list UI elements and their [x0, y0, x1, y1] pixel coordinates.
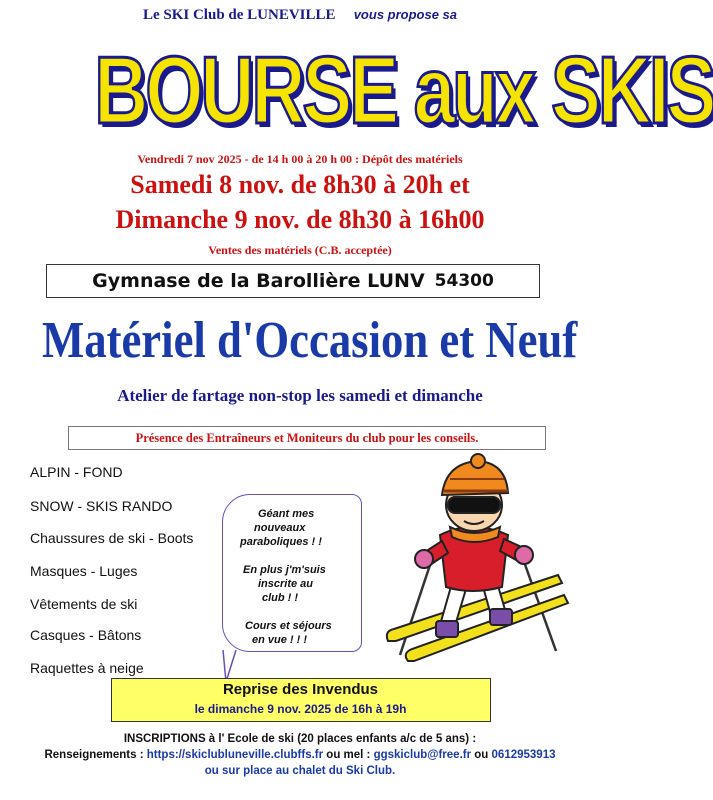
category-item: Casques - Bâtons [30, 627, 142, 643]
mail-label: ou mel : [323, 749, 374, 761]
venue-zip: 54300 [434, 271, 494, 291]
venue-name: Gymnase de la Barollière LUNV [92, 270, 425, 292]
bubble-line: nouveaux [254, 522, 306, 534]
header-line [0, 6, 600, 24]
contact-line [0, 749, 600, 761]
bubble-line: club ! ! [262, 592, 299, 604]
contact-label: Renseignements : [44, 749, 147, 761]
title-banner [36, 28, 713, 150]
inscriptions-note: INSCRIPTIONS à l' Ecole de ski (20 places enfants a/c de 5 ans) : [123, 733, 477, 745]
category-item: Masques - Luges [30, 563, 138, 579]
or-label: ou [471, 749, 492, 761]
category-item: Raquettes à neige [30, 660, 144, 676]
event-title: BOURSE aux SKIS [94, 37, 713, 144]
bubble-line: inscrite au [258, 578, 314, 590]
bubble-line: Cours et séjours [245, 620, 332, 632]
phone-number[interactable]: 0612953913 [491, 749, 556, 761]
bubble-line: Géant mes [258, 508, 315, 520]
skier-illustration-icon [380, 455, 570, 670]
onsite-note: ou sur place au chalet du Ski Club. [204, 765, 396, 777]
bubble-line: En plus j'm'suis [243, 564, 326, 576]
bubble-line: paraboliques ! ! [240, 536, 322, 548]
invendus-box [111, 678, 491, 722]
deposit-date: Vendredi 7 nov 2025 - de 14 h 00 à 20 h 00 : Dépôt des matériels [137, 152, 463, 166]
fartage-note: Atelier de fartage non-stop les samedi et dimanche [117, 386, 483, 405]
club-name: Le SKI Club de LUNEVILLE [142, 7, 336, 23]
category-item: ALPIN - FOND [30, 464, 123, 480]
category-item: SNOW - SKIS RANDO [30, 498, 173, 514]
coaches-box: Présence des Entraîneurs et Moniteurs du club pour les conseils. [68, 426, 546, 450]
header-propose: vous propose sa [353, 7, 458, 22]
category-item: Chaussures de ski - Boots [30, 530, 194, 546]
bubble-line: en vue ! ! ! [252, 634, 308, 646]
headline: Matériel d'Occasion et Neuf [42, 312, 578, 369]
sunday-hours: Dimanche 9 nov. de 8h30 à 16h00 [115, 205, 485, 234]
sales-note: Ventes des matériels (C.B. acceptée) [208, 243, 392, 257]
invendus-title: Reprise des Invendus [222, 681, 379, 698]
email-link[interactable]: ggskiclub@free.fr [373, 749, 472, 761]
category-item: Vêtements de ski [30, 596, 138, 612]
saturday-hours: Samedi 8 nov. de 8h30 à 20h et [130, 170, 470, 199]
venue-box [46, 264, 540, 298]
invendus-date: le dimanche 9 nov. 2025 de 16h à 19h [194, 702, 407, 716]
website-link[interactable]: https://skiclubluneville.clubffs.fr [146, 749, 324, 761]
